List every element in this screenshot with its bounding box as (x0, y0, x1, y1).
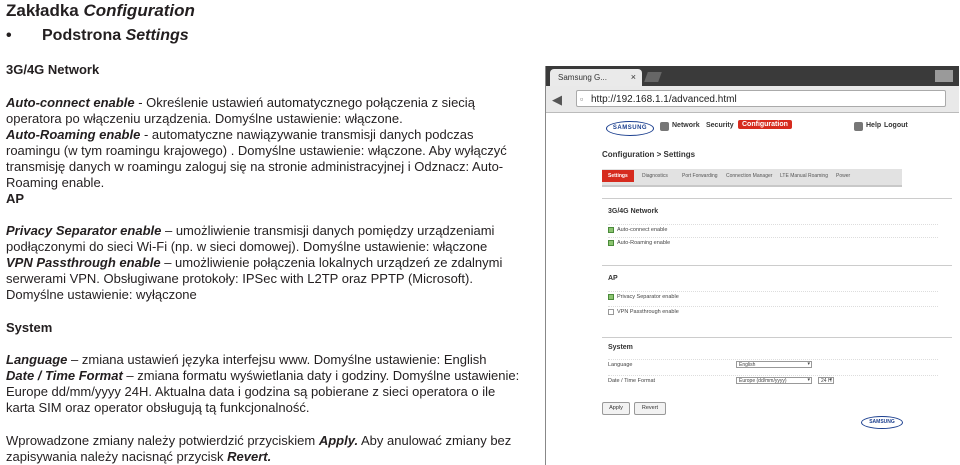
checkbox-icon[interactable] (608, 294, 614, 300)
vpn-label: VPN Passthrough enable (6, 255, 161, 270)
heading-italic: Configuration (83, 1, 195, 20)
back-icon[interactable]: ◀ (552, 92, 562, 107)
checkbox-icon[interactable] (608, 227, 614, 233)
menu-logout[interactable]: Logout (884, 122, 908, 129)
autoconnect-label: Auto-connect enable (6, 95, 135, 110)
section-title-network: 3G/4G Network (6, 62, 100, 77)
row-language: Language English ▾ (608, 359, 938, 371)
datetime-label: Date / Time Format (6, 368, 123, 383)
paragraph-system: Language – zmiana ustawień języka interfejsu www. Domyślne ustawienie: English Date / Time Format – zmiana formatu wyświetlania daty i godziny. Domyślne ustawienie: Europe dd/mm/yyyy 24H. Aktualna data i godzina są pobierane z sieci operatora o ile karta SIM oraz operator obsługują tą funkcjonalność. (6, 352, 520, 415)
menu-security[interactable]: Security (706, 122, 734, 129)
subtab-bar (602, 169, 902, 187)
panel-network (602, 198, 952, 246)
apply-word: Apply. (318, 433, 359, 448)
subheading: • Podstrona Settings (6, 27, 189, 44)
row-privacy-separator[interactable]: Privacy Separator enable (608, 291, 938, 303)
row-autoconnect[interactable]: Auto-connect enable (608, 224, 938, 236)
revert-button[interactable]: Revert (634, 402, 666, 415)
breadcrumb: Configuration > Settings (602, 150, 696, 159)
bullet: • (6, 27, 12, 44)
language-label: Language (6, 352, 68, 367)
menu-configuration[interactable]: Configuration (738, 120, 792, 129)
panel-title-system: System (608, 344, 633, 351)
page-heading: Zakładka Configuration (6, 1, 195, 20)
network-icon (660, 122, 669, 131)
browser-tab[interactable]: Samsung G... × (550, 69, 642, 86)
panel-system (602, 337, 952, 384)
revert-word: Revert. (227, 449, 272, 464)
samsung-footer-logo: SAMSUNG (861, 416, 903, 429)
new-tab-icon[interactable] (644, 72, 662, 82)
menu-network[interactable]: Network (672, 122, 700, 129)
section-title-system: System (6, 320, 53, 335)
subtab-lte-manual-roaming[interactable]: LTE Manual Roaming (780, 173, 828, 179)
row-datetime: Date / Time Format Europe (dd/mm/yyyy) ▾ 24 H ▾ (608, 375, 938, 387)
menu-help[interactable]: Help (866, 122, 882, 129)
row-autoroaming[interactable]: Auto-Roaming enable (608, 237, 938, 249)
datetime-select[interactable]: Europe (dd/mm/yyyy) ▾ (736, 377, 812, 384)
tab-bar (546, 66, 959, 86)
subtab-power[interactable]: Power (836, 173, 851, 179)
panel-title-ap: AP (608, 275, 618, 282)
site-header (546, 113, 959, 139)
checkbox-icon[interactable] (608, 309, 614, 315)
address-bar (546, 86, 959, 113)
apply-button[interactable]: Apply (602, 402, 630, 415)
page-icon: ▫ (580, 94, 584, 104)
checkbox-icon[interactable] (608, 240, 614, 246)
subtab-diagnostics[interactable]: Diagnostics (642, 173, 668, 179)
privacy-label: Privacy Separator enable (6, 223, 162, 238)
window-control-icon[interactable] (935, 70, 953, 82)
url-field[interactable]: ▫ http://192.168.1.1/advanced.html (576, 90, 946, 107)
help-icon (854, 122, 863, 131)
subtab-port-forwarding[interactable]: Port Forwarding (682, 173, 718, 179)
panel-ap (602, 265, 952, 315)
row-vpn-passthrough[interactable]: VPN Passthrough enable (608, 306, 938, 318)
subtab-connection-manager[interactable]: Connection Manager (726, 173, 773, 179)
language-select[interactable]: English ▾ (736, 361, 812, 368)
panel-title-network: 3G/4G Network (608, 208, 659, 215)
paragraph-ap: Privacy Separator enable – umożliwienie transmisji danych pomiędzy urządzeniami podłączonymi do sieci Wi-Fi (np. w sieci domowej). Domyślne ustawienie: włączone VPN Passthrough enable – umożliwienie połączenia lokalnych urządzeń ze zdalnymi serwerami VPN. Obsługiwane protokoły: IPSec with L2TP oraz PPTP (Microsoft). Domyślne ustawienie: wyłączone (6, 223, 503, 302)
roaming-label: Auto-Roaming enable (6, 127, 141, 142)
samsung-logo: SAMSUNG (606, 121, 654, 136)
section-title-ap: AP (6, 191, 25, 206)
paragraph-footer: Wprowadzone zmiany należy potwierdzić przyciskiem Apply. Aby anulować zmiany bez zapisywania należy nacisnąć przycisk Revert. (6, 433, 512, 464)
subheading-italic: Settings (125, 27, 189, 44)
subtab-settings[interactable]: Settings (602, 170, 634, 182)
paragraph-network: Auto-connect enable - Określenie ustawień automatycznego połączenia z siecią operatora po włączeniu urządzenia. Domyślne ustawienie: włączone. Auto-Roaming enable - automatyczne nawiązywanie transmisji danych podczas roamingu (w tym roamingu krajowego) . Domyślne ustawienie: włączone. Aby wyłączyć transmisję danych w roamingu zaloguj się na stronie administracyjnej i Odznacz: Auto-Roaming enable. (6, 95, 507, 190)
close-icon[interactable]: × (630, 72, 636, 82)
browser-screenshot (545, 66, 959, 465)
hours-select[interactable]: 24 H ▾ (818, 377, 834, 384)
